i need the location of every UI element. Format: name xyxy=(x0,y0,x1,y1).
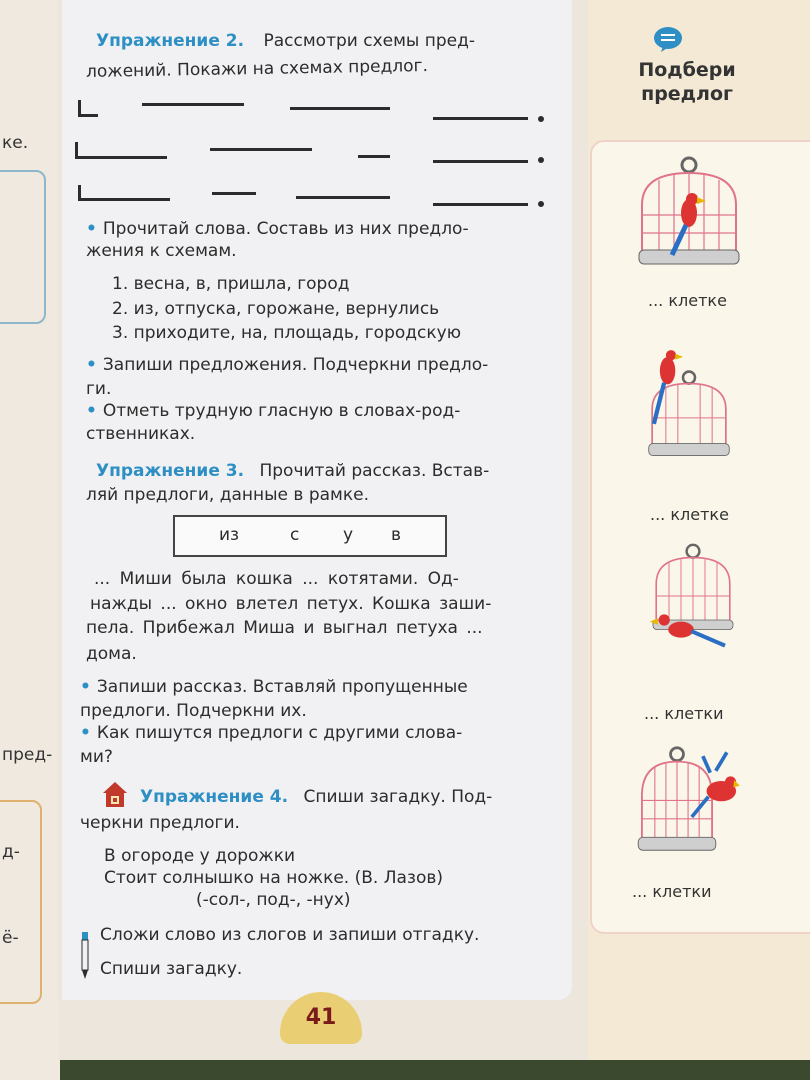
prepositions-frame xyxy=(173,515,447,557)
sidebar-title xyxy=(612,58,762,106)
scheme-period xyxy=(538,116,544,122)
exercise2-task3: • Отметь трудную гласную в словах-род- xyxy=(86,401,461,421)
chat-bubble-icon xyxy=(653,26,683,52)
scheme-period xyxy=(538,157,544,163)
previous-page-box xyxy=(0,170,46,324)
preposition: с xyxy=(290,525,300,545)
previous-page-edge xyxy=(0,0,60,1080)
scheme-dash xyxy=(212,192,256,195)
exercise2-title: Упражнение 2. xyxy=(96,31,245,51)
exercise2-task1-cont: жения к схемам. xyxy=(86,241,237,261)
prev-fragment: пред- xyxy=(2,745,53,765)
page-number: 41 xyxy=(280,992,362,1044)
story-line: дома. xyxy=(86,644,137,664)
exercise3-task2-cont: ми? xyxy=(80,747,113,767)
previous-page-box-2 xyxy=(0,800,42,1004)
exercise4-heading xyxy=(140,786,492,808)
task-text: Запиши рассказ. Вставляй пропущенные xyxy=(96,677,468,697)
scheme-dash xyxy=(433,160,528,163)
exercise2-task2: • Запиши предложения. Подчеркни предло- xyxy=(86,355,489,375)
exercise3-heading xyxy=(96,460,489,482)
exercise3-text-2: ляй предлоги, данные в рамке. xyxy=(86,485,369,505)
parrot-leaving-cage-illustration xyxy=(634,745,744,865)
house-icon xyxy=(102,780,128,808)
exercise4-task2: Спиши загадку. xyxy=(100,959,243,979)
scheme-dash xyxy=(75,156,167,159)
exercise3-task1: • Запиши рассказ. Вставляй пропущенные xyxy=(80,677,468,697)
list-item: 2. из, отпуска, горожане, вернулись xyxy=(112,299,440,319)
exercise4-text-2: черкни предлоги. xyxy=(80,813,240,833)
exercise2-task2-cont: ги. xyxy=(86,379,112,399)
sidebar-caption: ... клетке xyxy=(650,505,729,524)
sidebar-caption: ... клетки xyxy=(644,704,724,723)
exercise2-task3-cont: ственниках. xyxy=(86,424,196,444)
riddle-line: В огороде у дорожки xyxy=(104,846,296,866)
sidebar-caption: ... клетки xyxy=(632,882,712,901)
riddle-line: Стоит солнышко на ножке. (В. Лазов) xyxy=(104,868,444,888)
scheme-dash xyxy=(433,203,528,206)
exercise3-title: Упражнение 3. xyxy=(96,461,245,481)
story-line: нажды ... окно влетел петух. Кошка заши- xyxy=(90,594,492,614)
task-text: Как пишутся предлоги с другими слова- xyxy=(96,723,463,743)
scheme-dash xyxy=(290,107,390,110)
scheme-period xyxy=(538,201,544,207)
list-item: 3. приходите, на, площадь, городскую xyxy=(112,323,462,343)
prev-fragment: ё- xyxy=(2,928,19,948)
parrot-in-cage-illustration xyxy=(634,155,744,275)
story-line: ... Миши была кошка ... котятами. Од- xyxy=(94,569,459,589)
parrot-beside-cage-illustration xyxy=(634,540,744,660)
riddle-line: (-сол-, под-, -нух) xyxy=(196,890,351,910)
scheme-dash xyxy=(210,148,312,151)
exercise2-heading xyxy=(96,30,475,52)
exercise3-task2: • Как пишутся предлоги с другими слова- xyxy=(80,723,463,743)
exercise2-text-2: ложений. Покажи на схемах предлог. xyxy=(85,56,429,82)
parrot-on-cage-illustration xyxy=(634,345,744,465)
exercise2-task1: • Прочитай слова. Составь из них предло- xyxy=(86,219,469,239)
exercise4-title: Упражнение 4. xyxy=(140,787,289,807)
task-text: Отметь трудную гласную в словах-род- xyxy=(102,401,461,421)
list-item: 1. весна, в, пришла, город xyxy=(112,274,350,294)
scheme-dash xyxy=(78,198,170,201)
prev-fragment: ке. xyxy=(2,133,29,153)
scheme-dash xyxy=(142,103,244,106)
pencil-icon xyxy=(80,932,90,980)
scheme-dash xyxy=(433,117,528,120)
exercise3-text-1: Прочитай рассказ. Встав- xyxy=(259,461,490,481)
preposition: из xyxy=(219,525,240,545)
exercise4-task1: Сложи слово из слогов и запиши отгадку. xyxy=(100,925,480,945)
scheme-dash xyxy=(358,155,390,158)
exercise2-text-1: Рассмотри схемы пред- xyxy=(263,31,475,51)
preposition: у xyxy=(343,525,354,545)
prev-fragment: д- xyxy=(2,842,20,862)
scheme-dash xyxy=(78,114,98,117)
task-text: Прочитай слова. Составь из них предло- xyxy=(102,219,469,239)
sidebar-title-line: Подбери xyxy=(638,59,736,81)
preposition: в xyxy=(391,525,402,545)
scheme-dash xyxy=(296,196,390,199)
exercise4-text-1: Спиши загадку. Под- xyxy=(303,787,493,807)
exercise3-task1-cont: предлоги. Подчеркни их. xyxy=(80,701,307,721)
sidebar-caption: ... клетке xyxy=(648,291,727,310)
task-text: Запиши предложения. Подчеркни предло- xyxy=(102,355,489,375)
sidebar-title-line: предлог xyxy=(641,83,733,105)
story-line: пела. Прибежал Миша и выгнал петуха ... xyxy=(86,618,483,638)
